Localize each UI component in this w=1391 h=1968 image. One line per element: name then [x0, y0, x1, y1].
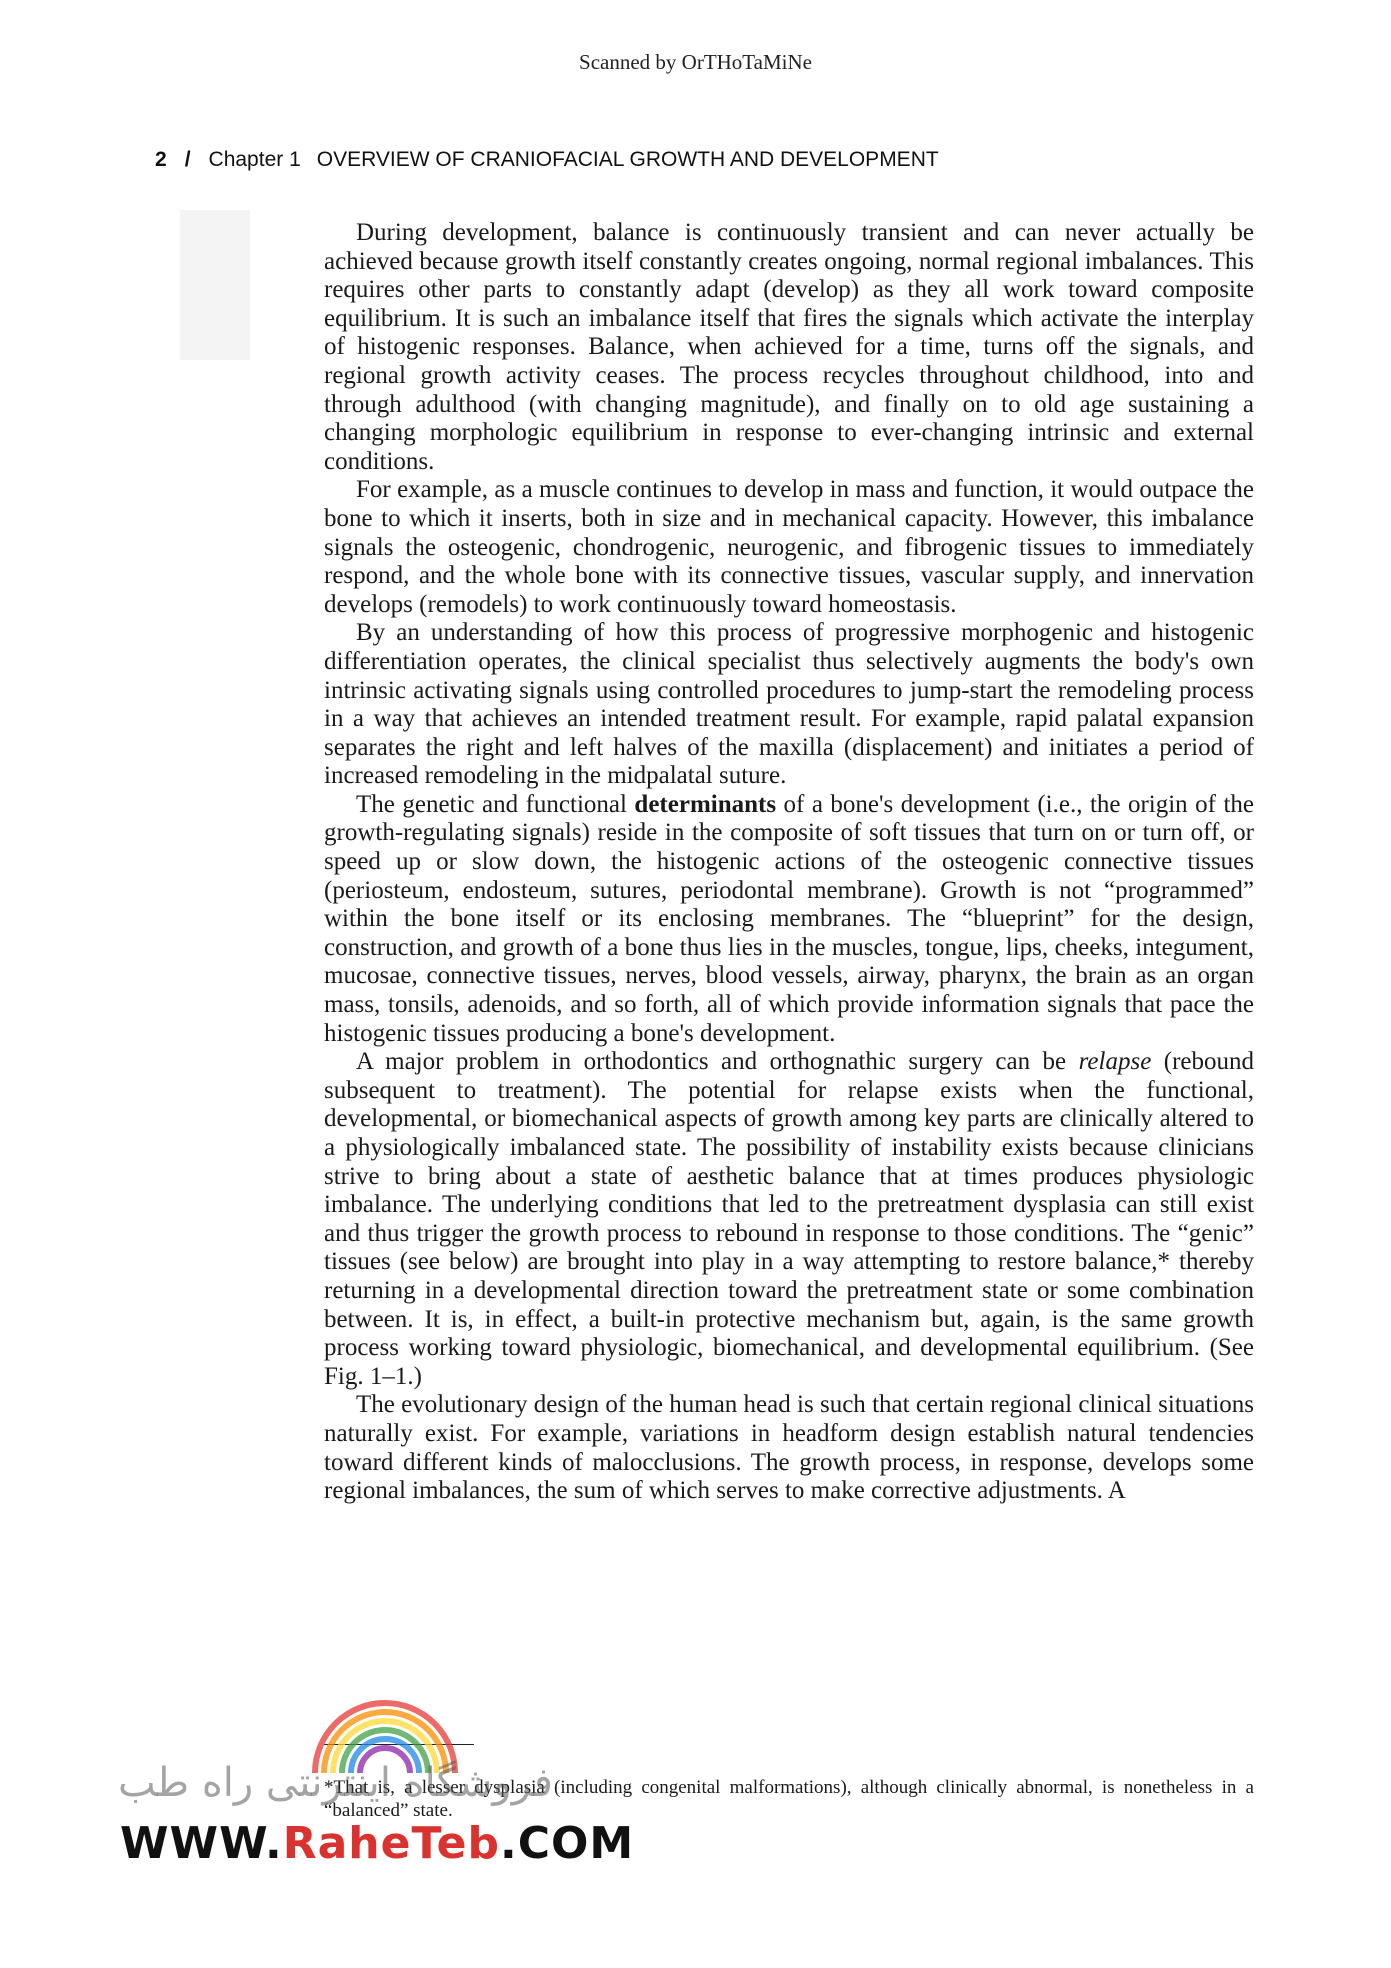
- body-text: [324, 219, 1254, 1506]
- running-head: [155, 148, 939, 172]
- paragraph: [324, 1048, 1254, 1391]
- watermark-url-name: RaheTeb: [282, 1818, 500, 1869]
- paragraph-text: (rebound subsequent to treatment). The potential for relapse exists when the functional, developmental, or biomechanical aspects of growth among key parts are clinically altered to a physiologically imbalanced state. The possibility of instability exists because clinicians strive to bring about a state of aesthetic balance that at times produces physiologic imbalance. The underlying conditions that led to the pretreatment dysplasia can still exist and thus trigger the growth process to rebound in response to those conditions. The “genic” tissues (see below) are brought into play in a way attempting to restore balance,* thereby returning in a developmental direction toward the pretreatment state or some combination between. It is, in effect, a built-in protective mechanism but, again, is the same growth process working toward physiologic, biomechanical, and developmental equilibrium. (See Fig. 1–1.): [324, 1048, 1255, 1390]
- running-head-separator: /: [184, 148, 191, 171]
- footnote: *That is, a lesser dysplasia (including congenital malformations), although clinically abnormal, is nonetheless in a “balanced” state.: [324, 1777, 1254, 1821]
- paragraph: [324, 791, 1254, 1048]
- chapter-label: Chapter 1: [208, 148, 301, 171]
- paragraph-text: The genetic and functional: [356, 790, 635, 818]
- paragraph: The evolutionary design of the human head is such that certain regional clinical situations naturally exist. For example, variations in headform design establish natural tendencies toward different kinds of malocclusions. The growth process, in response, develops some regional imbalances, the sum of which serves to make corrective adjustments. A: [324, 1391, 1254, 1505]
- paragraph-text: A major problem in orthodontics and orthognathic surgery can be: [356, 1048, 1079, 1076]
- watermark-url: [120, 1818, 634, 1869]
- italic-term: relapse: [1078, 1048, 1152, 1076]
- watermark-url-prefix: WWW.: [120, 1818, 283, 1869]
- watermark-persian-text: فروشگاه اینترنتی راه طب: [118, 1760, 553, 1806]
- paragraph: For example, as a muscle continues to develop in mass and function, it would outpace the bone to which it inserts, both in size and in mechanical capacity. However, this imbalance signals the osteogenic, chondrogenic, neurogenic, and fibrogenic tissues to immediately respond, and the whole bone with its connective tissues, vascular supply, and innervation develops (remodels) to work continuously toward homeostasis.: [324, 476, 1254, 618]
- paragraph: By an understanding of how this process of progressive morphogenic and histogenic differentiation operates, the clinical specialist thus selectively augments the body's own intrinsic activating signals using controlled procedures to jump-start the remodeling process in a way that achieves an intended treatment result. For example, rapid palatal expansion separates the right and left halves of the maxilla (displacement) and initiates a period of increased remodeling in the midpalatal suture.: [324, 619, 1254, 790]
- watermark-url-suffix: .COM: [499, 1818, 635, 1869]
- show-through-shadow: [180, 210, 250, 360]
- bold-term: determinants: [634, 790, 777, 818]
- chapter-title: OVERVIEW OF CRANIOFACIAL GROWTH AND DEVELOPMENT: [316, 148, 939, 171]
- page-number: 2: [155, 148, 167, 171]
- scan-note: Scanned by OrTHoTaMiNe: [579, 50, 812, 74]
- paragraph-text: of a bone's development (i.e., the origin of the growth-regulating signals) reside in the composite of soft tissues that turn on or turn off, or speed up or slow down, the histogenic actions of the osteogenic connective tissues (periosteum, endosteum, sutures, periodontal membrane). Growth is not “programmed” within the bone itself or its enclosing membranes. The “blueprint” for the design, construction, and growth of a bone thus lies in the muscles, tongue, lips, cheeks, integument, mucosae, connective tissues, nerves, blood vessels, airway, pharynx, the brain as an organ mass, tonsils, adenoids, and so forth, all of which provide information signals that pace the histogenic tissues producing a bone's development.: [324, 790, 1255, 1047]
- paragraph: During development, balance is continuously transient and can never actually be achieved because growth itself constantly creates ongoing, normal regional imbalances. This requires other parts to constantly adapt (develop) as they all work toward composite equilibrium. It is such an imbalance itself that fires the signals which activate the interplay of histogenic responses. Balance, when achieved for a time, turns off the signals, and regional growth activity ceases. The process recycles throughout childhood, into and through adulthood (with changing magnitude), and finally on to old age sustaining a changing morphologic equilibrium in response to ever-changing intrinsic and external conditions.: [324, 219, 1254, 475]
